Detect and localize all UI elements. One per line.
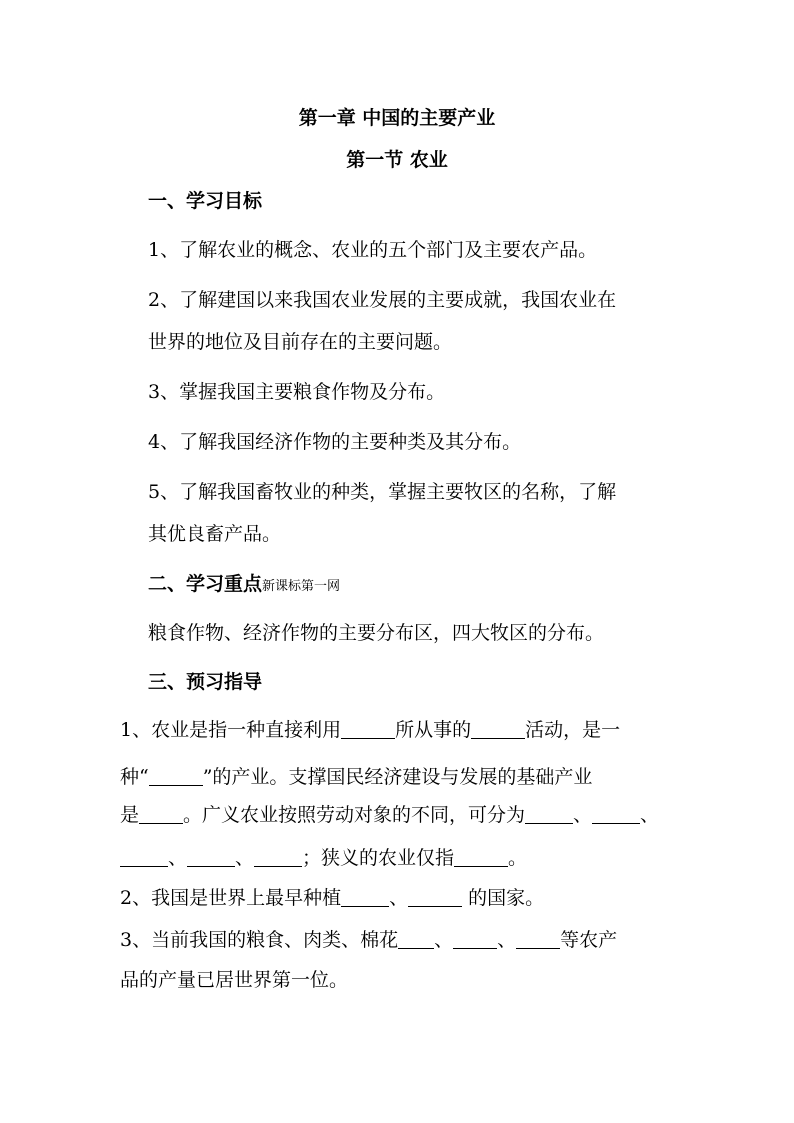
q1-text: 。	[508, 847, 528, 869]
fill-blank[interactable]	[525, 807, 573, 824]
guide-heading: 三、预习指导	[148, 671, 263, 693]
goals-heading: 一、学习目标	[148, 190, 263, 212]
goal-item: 其优良畜产品。	[148, 523, 282, 545]
fill-blank[interactable]	[341, 722, 395, 739]
fill-blank[interactable]	[408, 890, 462, 907]
chapter-title: 第一章 中国的主要产业	[298, 107, 496, 129]
q1-text: 、	[235, 847, 255, 869]
question-1-line-1	[120, 718, 794, 742]
key-points-heading	[148, 572, 794, 599]
goal-item: 1、了解农业的概念、农业的五个部门及主要农产品。	[148, 239, 598, 261]
q1-text: 所从事的	[395, 719, 472, 741]
q2-text: 、	[389, 887, 409, 909]
goal-item: 5、了解我国畜牧业的种类，掌握主要牧区的名称，了解	[148, 481, 617, 503]
q3-text: 等农产	[560, 929, 618, 951]
q2-text: 的国家。	[462, 887, 545, 909]
q1-text: 种“	[120, 766, 149, 788]
fill-blank[interactable]	[516, 932, 560, 949]
q1-text: 、	[640, 804, 660, 826]
goal-item: 2、了解建国以来我国农业发展的主要成就，我国农业在	[148, 289, 617, 311]
q1-text: 、	[573, 804, 593, 826]
section-title: 第一节 农业	[346, 149, 448, 171]
q1-text: ；狭义的农业仅指	[302, 847, 455, 869]
question-1-line-2	[120, 765, 794, 789]
fill-blank[interactable]	[592, 807, 640, 824]
fill-blank[interactable]	[120, 850, 168, 867]
fill-blank[interactable]	[139, 807, 183, 824]
watermark-text: 新课标第一网	[262, 579, 341, 594]
fill-blank[interactable]	[398, 932, 434, 949]
fill-blank[interactable]	[341, 890, 389, 907]
fill-blank[interactable]	[254, 850, 302, 867]
q1-text: ”的产业。支撑国民经济建设与发展的基础产业	[202, 766, 593, 788]
q2-text: 2、我国是世界上最早种植	[120, 887, 342, 909]
goal-item: 3、掌握我国主要粮食作物及分布。	[148, 381, 446, 403]
fill-blank[interactable]	[453, 932, 497, 949]
goal-item: 世界的地位及目前存在的主要问题。	[148, 331, 453, 353]
q1-text: 活动，是一	[525, 719, 621, 741]
key-points-heading-text: 二、学习重点	[148, 573, 263, 595]
q1-text: 。广义农业按照劳动对象的不同，可分为	[183, 804, 526, 826]
q3-text: 、	[497, 929, 517, 951]
q1-text: 是	[120, 804, 140, 826]
question-3-line-1	[120, 928, 794, 952]
fill-blank[interactable]	[187, 850, 235, 867]
fill-blank[interactable]	[149, 769, 203, 786]
question-2	[120, 886, 794, 910]
fill-blank[interactable]	[454, 850, 508, 867]
q1-text: 1、农业是指一种直接利用	[120, 719, 342, 741]
goal-item: 4、了解我国经济作物的主要种类及其分布。	[148, 431, 522, 453]
question-3-line-2: 品的产量已居世界第一位。	[120, 969, 349, 991]
question-1-line-3	[120, 803, 794, 827]
fill-blank[interactable]	[471, 722, 525, 739]
q3-text: 3、当前我国的粮食、肉类、棉花	[120, 929, 399, 951]
q3-text: 、	[434, 929, 454, 951]
key-points-text: 粮食作物、经济作物的主要分布区，四大牧区的分布。	[148, 622, 605, 644]
question-1-line-4	[120, 846, 794, 870]
q1-text: 、	[168, 847, 188, 869]
